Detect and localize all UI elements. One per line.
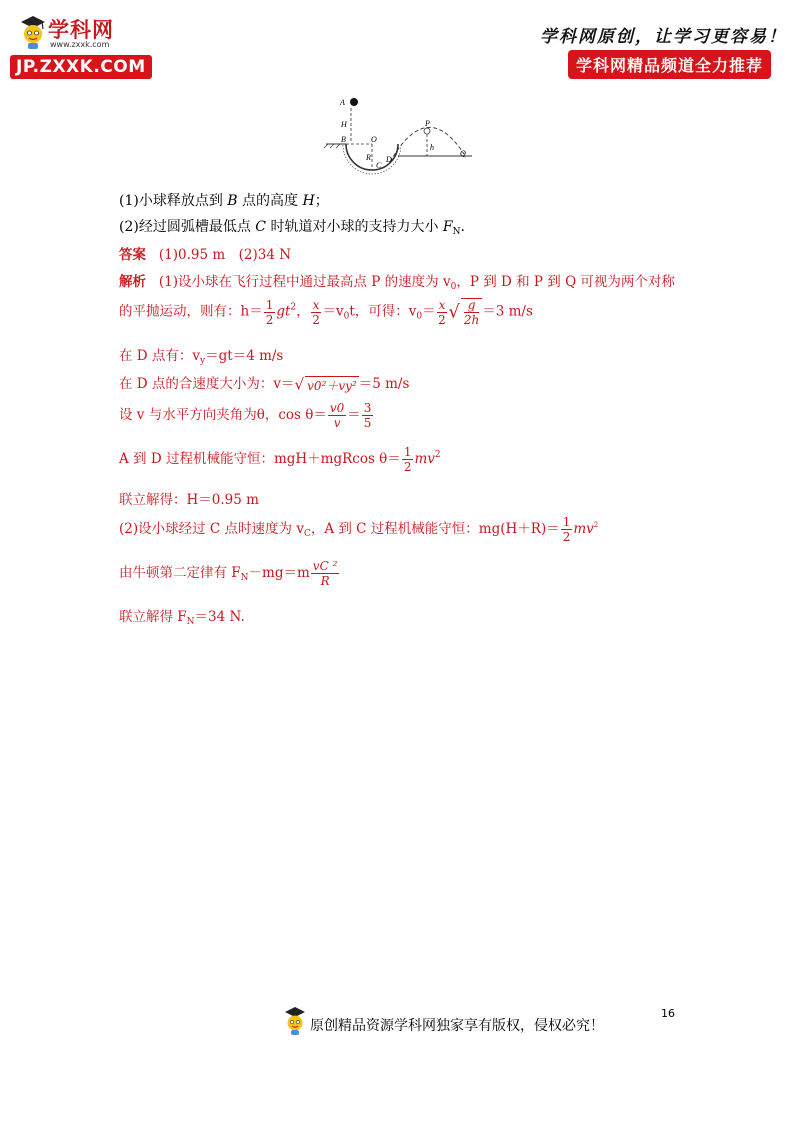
page-number: 16 — [661, 1007, 675, 1020]
fraction-v0-over-v: $\frac{v0}{v}$ — [329, 401, 345, 430]
question-2: (2)经过圆弧槽最低点 C 时轨道对小球的支持力大小 $F_N$. — [119, 219, 465, 237]
analysis-line-4: 在 D 点的合速度大小为：v＝√ v0²＋vy² ＝5 m/s — [119, 375, 410, 394]
svg-text:D: D — [386, 155, 392, 164]
analysis-line-1: 解析 (1)设小球在飞行过程中通过最高点 P 的速度为 $v_0$，P 到 D 和 P 到 Q 可视为两个对称 — [119, 274, 675, 292]
footer-mascot-icon — [283, 1006, 307, 1036]
question-1: (1)小球释放点到 B 点的高度 H； — [119, 193, 329, 209]
answer-label: 答案 — [119, 247, 146, 263]
footer-copyright: 原创精品资源学科网独家享有版权，侵权必究！ — [310, 1018, 604, 1034]
svg-text:C: C — [376, 161, 382, 170]
analysis-line-8: (2)设小球经过 C 点时速度为 $v_C$，A 到 C 过程机械能守恒：mg(H＋R)＝ $\frac{1}{2}$ $mv^2$ — [119, 515, 599, 544]
svg-text:R: R — [366, 153, 371, 162]
analysis-line-7: 联立解得：H＝0.95 m — [119, 492, 259, 508]
logo-name: 学科网 — [48, 18, 114, 42]
fraction-three-fifths: $\frac{3}{5}$ — [363, 401, 372, 430]
jp-badge[interactable]: JP.ZXXK.COM — [10, 55, 152, 79]
logo-url: www.zxxk.com — [50, 40, 110, 49]
header-slogan: 学科网原创，让学习更容易！ — [540, 27, 787, 47]
answer-line — [119, 243, 291, 263]
fraction-half: $\frac{1}{2}$ — [265, 297, 274, 327]
analysis-line-9: 由牛顿第二定律有 $F_N-mg=m$ $\frac{\text{vC ²}}{R}$ — [119, 559, 338, 588]
analysis-line-10: 联立解得 $F_N=34$ N. — [119, 609, 245, 627]
svg-text:A: A — [340, 98, 345, 107]
svg-text:h: h — [430, 143, 434, 152]
fraction-half-c: $\frac{1}{2}$ — [562, 515, 571, 544]
analysis-line-2: 的平抛运动，则有：h＝ $\frac{1}{2}$ $gt^2$， $\frac{x}{2}$ $=v_0t$，可得：$v_0=$ $\frac{x}{2}$ √ $\frac{g}{2h}$ ＝3 m/s — [119, 297, 533, 327]
fraction-vc2-over-R: $\frac{\text{vC ²}}{R}$ — [312, 559, 338, 588]
svg-text:H: H — [341, 120, 347, 129]
answer-text: (1)0.95 m (2)34 N — [158, 247, 292, 263]
physics-figure — [322, 92, 482, 182]
analysis-line-6: A 到 D 过程机械能守恒：mgH＋mgRcos θ＝ $\frac{1}{2}$ $mv^2$ — [119, 445, 441, 474]
ball-icon — [350, 98, 358, 106]
fraction-x-over-2-b: $\frac{x}{2}$ — [438, 297, 446, 327]
analysis-line-5: 设 v 与水平方向夹角为θ，cos θ＝ $\frac{v0}{v}$ ＝ $\frac{3}{5}$ — [119, 401, 372, 430]
svg-text:B: B — [341, 135, 346, 144]
svg-text:Q: Q — [460, 149, 466, 158]
logo-mascot-icon — [18, 14, 48, 50]
fraction-half-b: $\frac{1}{2}$ — [403, 445, 412, 474]
recommend-badge[interactable]: 学科网精品频道全力推荐 — [568, 50, 771, 79]
svg-text:O: O — [371, 135, 377, 144]
svg-text:P: P — [425, 119, 430, 128]
sqrt-g-2h: $\frac{g}{2h}$ — [461, 298, 482, 326]
analysis-label: 解析 — [119, 274, 146, 290]
analysis-line-3: 在 D 点有：$v_y=gt=4$ m/s — [119, 348, 284, 366]
fraction-x-over-2: $\frac{x}{2}$ — [312, 297, 320, 327]
